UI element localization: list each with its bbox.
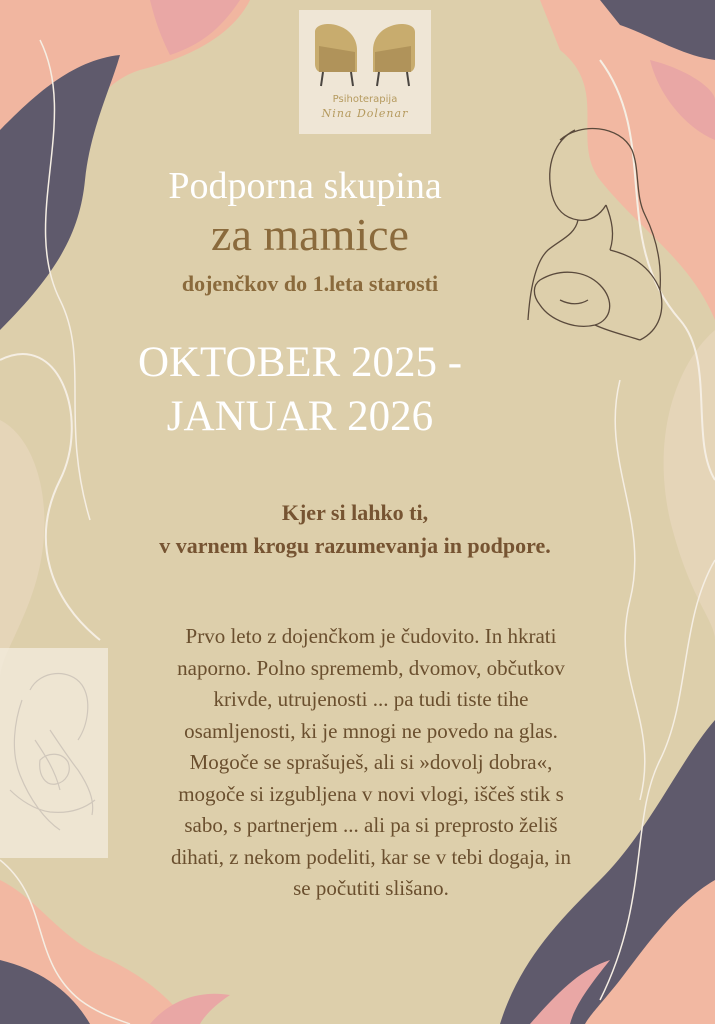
date-line-2: JANUAR 2026 — [166, 393, 434, 440]
body-line: naporno. Polno sprememb, dvomov, občutkov — [177, 655, 565, 680]
pale-wave-right — [664, 330, 715, 640]
body-line: Mogoče se sprašuješ, ali si »dovolj dobra«, — [189, 750, 553, 774]
subtitle: dojenčkov do 1.leta starosti — [181, 271, 439, 296]
logo-caption: Psihoterapija — [332, 94, 398, 105]
pale-wave-left — [0, 420, 44, 680]
body-line: dihati, z nekom podeliti, kar se v tebi dogaja, in — [170, 844, 572, 869]
title-line-1: Podporna skupina — [168, 165, 442, 207]
logo-signature: Nina Dolenar — [321, 107, 409, 120]
title-line-2: za mamice — [211, 209, 409, 260]
side-photo-panel — [0, 648, 108, 858]
body-line: sabo, s partnerjem ... ali pa si preprosto želiš — [184, 813, 558, 837]
body-paragraph — [108, 621, 634, 905]
tagline-line-1: Kjer si lahko ti, — [281, 500, 429, 525]
body-line: mogoče si izgubljena v novi vlogi, iščeš stik s — [178, 781, 564, 806]
tagline-line-2: v varnem krogu razumevanja in podpore. — [159, 533, 551, 558]
tagline — [40, 496, 670, 562]
body-line: osamljenosti, ki je mnogi ne povedo na glas. — [184, 718, 558, 743]
logo-panel — [299, 10, 431, 134]
date-range — [70, 336, 530, 444]
body-line: Prvo leto z dojenčkom je čudovito. In hkrati — [185, 624, 557, 648]
body-line: se počutiti slišano. — [293, 876, 449, 900]
armchairs-logo-icon — [299, 10, 431, 94]
date-line-1: OKTOBER 2025 - — [137, 339, 463, 386]
body-line: krivde, utrujenosti ... pa tudi tiste tihe — [213, 687, 529, 711]
